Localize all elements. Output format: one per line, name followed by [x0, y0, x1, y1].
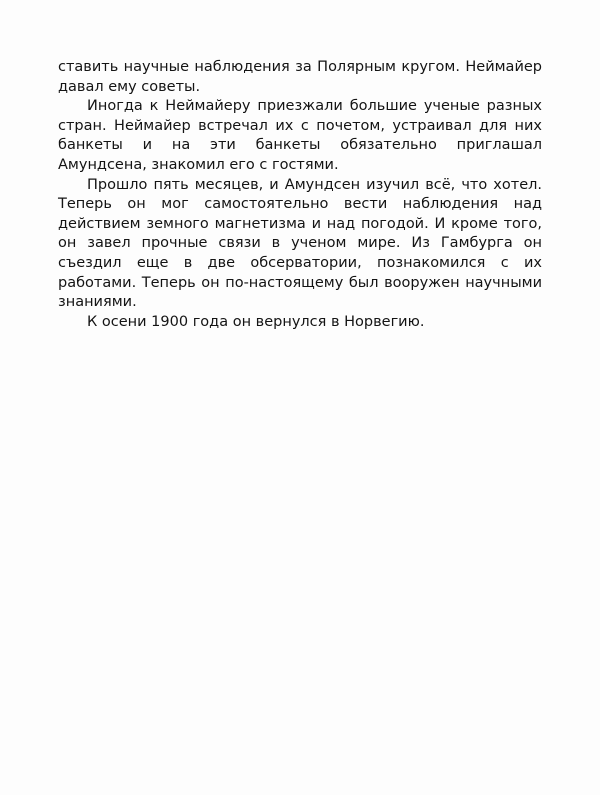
paragraph-return-norway: К осени 1900 года он вернулся в Норвегию. — [87, 313, 425, 330]
paragraph-five-months: Прошло пять месяцев, и Амундсен изучил всё, что хотел. Теперь он мог самостоятельно вести наблюдения над действием земного магнетизма и над погодой. И кроме того, он завел прочные связи в ученом мире. Из Гамбурга он съездил еще в две обсерватории, познакомился с их работами. Теперь он по-настоящему был вооружен научными знаниями. — [58, 176, 542, 311]
paragraph-continuation: ставить научные наблюдения за Полярным кругом. Неймайер давал ему советы. — [58, 59, 542, 95]
paragraph-neumayer-guests: Иногда к Неймайеру приезжали большие ученые разных стран. Неймайер встречал их с почетом, устраивал для них банкеты и на эти банкеты обязательно приглашал Амундсена, знакомил его с гостями. — [58, 98, 542, 173]
page-text — [58, 58, 542, 332]
